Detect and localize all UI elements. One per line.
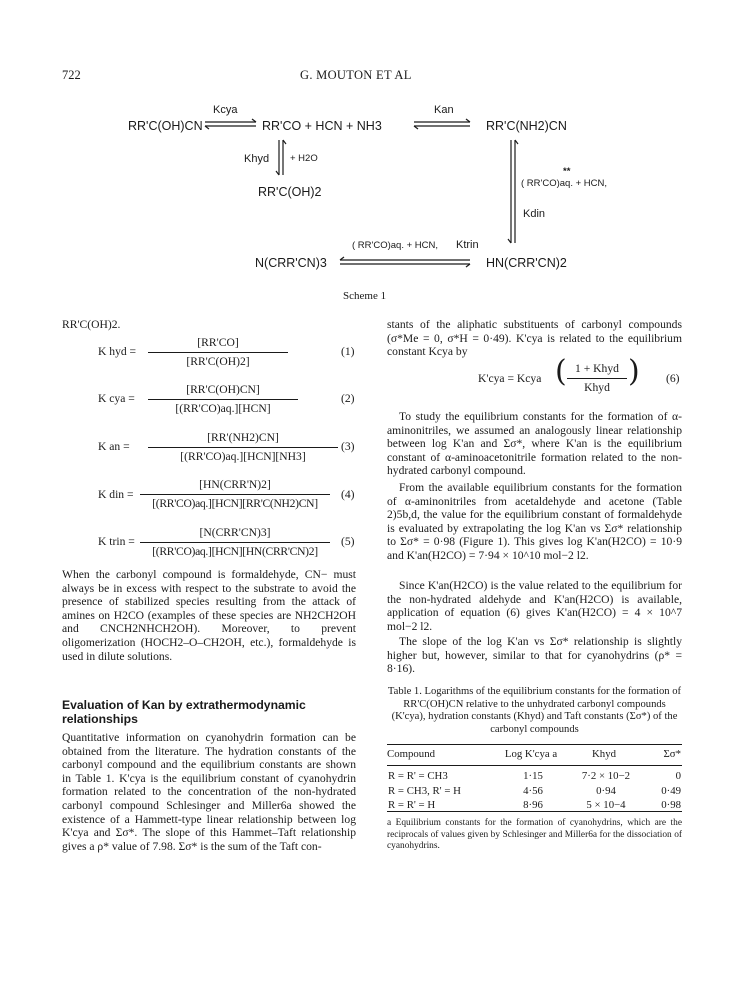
right-para-aminonitriles: To study the equilibrium constants for the formation of α-aminonitriles, we assumed an analogously linear relationship between log K'an and Σσ*, where K'an is the equilibrium constant of α-aminoacetonitrile formation related to the non-hydrated carbonyl compound.: [387, 410, 682, 478]
col-khyd: Khyd: [592, 748, 616, 760]
table-header-row: [387, 746, 682, 762]
eq6-denominator: Khyd: [584, 381, 610, 394]
left-lead: RR'C(OH)2.: [62, 318, 121, 331]
table-body: [387, 769, 682, 813]
eq5-number: (5): [341, 535, 355, 548]
eq6-lhs: K'cya = Kcya: [478, 372, 542, 385]
plus-water-label: + H2O: [290, 153, 318, 164]
table-row: R = CH3, R' = H 4·56 0·94 0·49: [388, 784, 681, 797]
eq4-denominator: [(RR'CO)aq.][HCN][RR'C(NH2)CN]: [152, 497, 318, 510]
scheme-caption: Scheme 1: [343, 290, 387, 302]
cyanohydrin-species: RR'C(OH)CN: [128, 119, 203, 133]
right-para-extrapolation: From the available equilibrium constants for the formation of α-aminonitriles from acetaldehyde and acetone (Table 2)5b,d, the value for the equilibrium constant of formaldehyde is evaluated by extrapolating the log K'an vs Σσ* relationship to Σσ* = 0·98 (Figure 1). This gives log K'an(H2CO) = 10·9 and K'an(H2CO) = 7·94 × 10^10 mol−2 l2.: [387, 481, 682, 562]
trinitrile-species: N(CRR'CN)3: [255, 256, 327, 270]
col-sigma: Σσ*: [663, 748, 681, 760]
table-row: R = R' = H 8·96 5 × 10−4 0·98: [388, 799, 681, 812]
k-an-label: Kan: [434, 104, 454, 116]
eq5-numerator: [N(CRR'CN)3]: [199, 526, 271, 539]
k-cya-label: Kcya: [213, 104, 238, 116]
eq4-number: (4): [341, 488, 355, 501]
eq5-denominator: [(RR'CO)aq.][HCN][HN(CRR'CN)2]: [152, 545, 318, 558]
hydrate-species: RR'C(OH)2: [258, 185, 322, 199]
eq6-numerator: 1 + Khyd: [575, 362, 619, 375]
star-marks: **: [563, 166, 571, 177]
section-heading: [62, 698, 356, 726]
eq1-denominator: [RR'C(OH)2]: [186, 355, 250, 368]
k-din-label: Kdin: [523, 208, 546, 220]
aminonitrile-species: RR'C(NH2)CN: [486, 119, 567, 133]
eq3-lhs: K an =: [98, 440, 130, 453]
eq1-numerator: [RR'CO]: [197, 336, 239, 349]
right-para-application: Since K'an(H2CO) is the value related to the equilibrium for the non-hydrated aldehyde and K'an(H2CO) is available, application of equation (6) gives K'an(H2CO) = 4 × 10^7 mol−2 l2.: [387, 579, 682, 633]
left-para-evaluation: Quantitative information on cyanohydrin formation can be obtained from the literature. The hydration constants of the carbonyl compound and the equilibrium constants are shown in Table 1. K'cya is the equilibrium constant of cyanohydrin formation related to the concentration of the non-hydrated carbonyl compound Schlesinger and Miller6a showed the existence of a Hammett-type linear relationship between log K'cya and Σσ*. The slope of this Hammet–Taft relationship gives a ρ* value of 7.98. Σσ* is the sum of the Taft con-: [62, 731, 356, 853]
eq1-lhs: K hyd =: [98, 345, 137, 358]
left-para-formaldehyde: When the carbonyl compound is formaldehyde, CN− must always be in excess with respect to the substrate to avoid the presence of stabilized species resulting from the attack of amines on H2CO (examples of these species are NH2CH2OH and CNCH2NHCH2OH). Moreover, to prevent oligomerization (HOCH2–O–CH2OH, etc.), formaldehyde is used in dilute solutions.: [62, 568, 356, 663]
eq2-lhs: K cya =: [98, 392, 135, 405]
k-trin-label: Ktrin: [456, 239, 479, 251]
eq5-lhs: K trin =: [98, 535, 135, 548]
right-para-slope: The slope of the log K'an vs Σσ* relationship is slightly higher but, however, similar to that for cyanohydrins (ρ* = 8·16).: [387, 635, 682, 676]
col-compound: Compound: [387, 748, 435, 760]
section-title: Evaluation of Kan by extrathermodynamic relationships: [62, 698, 306, 726]
eq2-denominator: [(RR'CO)aq.][HCN]: [175, 402, 271, 415]
scheme-arrows: [0, 0, 744, 300]
reagent-right: ( RR'CO)aq. + HCN,: [521, 178, 608, 189]
eq2-numerator: [RR'C(OH)CN]: [186, 383, 260, 396]
right-para-substituents: stants of the aliphatic substituents of carbonyl compounds (σ*Me = 0, σ*H = 0·49). K'cya is related to the equilibrium constant Kcya by: [387, 318, 682, 359]
k-hyd-label: Khyd: [244, 153, 270, 165]
page-number: 722: [62, 68, 81, 82]
reagent-bottom: ( RR'CO)aq. + HCN,: [352, 240, 439, 251]
table-footnote: a Equilibrium constants for the formation of cyanohydrins, which are the reciprocals of values given by Schlesinger and Miller6a for the dissociation of cyanohydrins.: [387, 818, 682, 852]
dinitrile-species: HN(CRR'CN)2: [486, 256, 567, 270]
eq1-number: (1): [341, 345, 355, 358]
eq4-numerator: [HN(CRR'N)2]: [199, 478, 271, 491]
eq3-denominator: [(RR'CO)aq.][HCN][NH3]: [180, 450, 306, 463]
eq2-number: (2): [341, 392, 355, 405]
table-row: R = R' = CH3 1·15 7·2 × 10−2 0: [388, 770, 681, 782]
eq3-number: (3): [341, 440, 355, 453]
eq4-lhs: K din =: [98, 488, 134, 501]
table-caption: Table 1. Logarithms of the equilibrium constants for the formation of RR'C(OH)CN relative to the unhydrated carbonyl compounds (K'cya), hydration constants (Khyd) and Taft constants (Σσ*) of the carbonyl compounds: [387, 686, 682, 735]
table-1: [387, 746, 682, 762]
eq6-number: (6): [666, 372, 680, 385]
carbonyl-mix-species: RR'CO + HCN + NH3: [262, 119, 382, 133]
eq3-numerator: [RR'(NH2)CN]: [207, 431, 279, 444]
running-title: G. MOUTON ET AL: [300, 68, 412, 82]
col-log-kcya: Log K'cya a: [504, 748, 558, 760]
